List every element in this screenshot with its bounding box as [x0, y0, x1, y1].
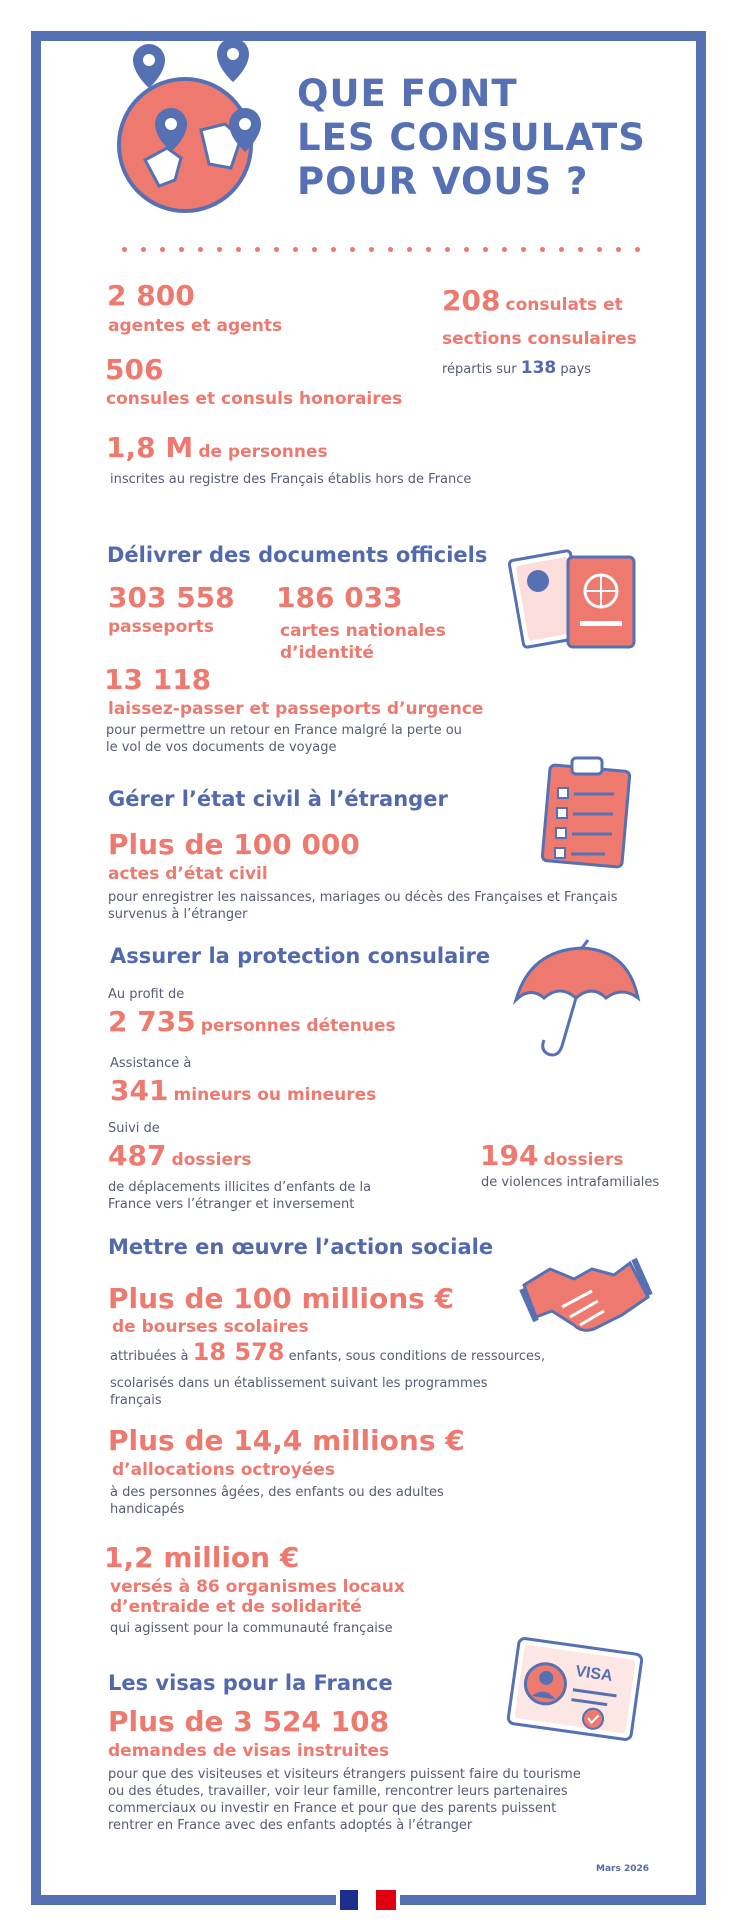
registered-desc: inscrites au registre des Français établis hors de France: [110, 472, 472, 487]
title-line-2: LES CONSULATS: [297, 116, 646, 159]
civil-status-desc-1: pour enregistrer les naissances, mariages ou décès des Françaises et Français: [108, 890, 618, 905]
title-line-3: POUR VOUS ?: [297, 160, 589, 203]
abduction-label: dossiers: [171, 1150, 252, 1170]
social-heading: Mettre en œuvre l’action sociale: [108, 1235, 494, 1259]
protection-heading: Assurer la protection consulaire: [110, 944, 491, 968]
minors-stat: [110, 1075, 376, 1107]
consulates-stat: [442, 285, 623, 317]
organisations-number: 1,2 million €: [104, 1541, 300, 1574]
marianne-flag-icon: [336, 1888, 400, 1912]
visas-label: demandes de visas instruites: [108, 1741, 390, 1761]
visas-desc-3: commerciaux ou investir en France et pour que des parents puissent: [108, 1801, 557, 1816]
visas-heading: Les visas pour la France: [108, 1671, 393, 1695]
countries-prefix: répartis sur: [442, 362, 517, 377]
civil-status-label: actes d’état civil: [108, 864, 268, 884]
registered-stat: [106, 432, 328, 464]
consulates-number: 208: [442, 284, 501, 317]
emergency-number: 13 118: [104, 663, 212, 696]
globe-pins-icon: [105, 50, 280, 215]
minors-prefix: Assistance à: [110, 1056, 192, 1071]
countries-number: 138: [520, 358, 557, 378]
agents-label: agentes et agents: [108, 316, 283, 336]
publication-date: Mars 2026: [596, 1864, 650, 1874]
allowances-label: d’allocations octroyées: [112, 1460, 335, 1480]
organisations-desc: qui agissent pour la communauté française: [110, 1621, 393, 1636]
violence-desc: de violences intrafamiliales: [481, 1175, 660, 1190]
scholarships-desc-3: français: [110, 1393, 162, 1408]
scholarships-prefix: attribuées à: [110, 1349, 189, 1364]
handshake-icon: [522, 1245, 650, 1337]
detained-prefix: Au profit de: [108, 987, 185, 1002]
emergency-desc-2: le vol de vos documents de voyage: [106, 740, 337, 755]
organisations-label-1: versés à 86 organismes locaux: [110, 1577, 405, 1597]
consuls-label: consules et consuls honoraires: [106, 389, 403, 409]
violence-number: 194: [480, 1139, 539, 1172]
scholarships-label: de bourses scolaires: [112, 1317, 309, 1337]
passport-icon: [508, 545, 643, 655]
abduction-stat: [108, 1140, 252, 1172]
emergency-label: laissez-passer et passeports d’urgence: [108, 699, 484, 719]
children-line: [110, 1338, 545, 1366]
abduction-number: 487: [108, 1139, 167, 1172]
abduction-desc-1: de déplacements illicites d’enfants de la: [108, 1180, 372, 1195]
files-prefix: Suivi de: [108, 1121, 160, 1136]
visas-desc-1: pour que des visiteuses et visiteurs étrangers puissent faire du tourisme: [108, 1767, 581, 1782]
civil-status-heading: Gérer l’état civil à l’étranger: [108, 787, 448, 811]
scholarships-desc-1: enfants, sous conditions de ressources,: [288, 1349, 545, 1364]
civil-status-desc-2: survenus à l’étranger: [108, 907, 248, 922]
dotted-divider: [115, 247, 647, 252]
minors-number: 341: [110, 1074, 169, 1107]
minors-label: mineurs ou mineures: [173, 1085, 377, 1105]
title-line-1: QUE FONT: [297, 72, 518, 115]
allowances-desc-1: à des personnes âgées, des enfants ou des adultes: [110, 1485, 444, 1500]
emergency-desc-1: pour permettre un retour en France malgré la perte ou: [106, 723, 462, 738]
documents-heading: Délivrer des documents officiels: [107, 543, 488, 567]
countries-suffix: pays: [560, 362, 592, 377]
visa-card-icon: [505, 1632, 645, 1747]
passports-number: 303 558: [108, 581, 235, 614]
consuls-number: 506: [105, 353, 164, 386]
abduction-desc-2: France vers l’étranger et inversement: [108, 1197, 355, 1212]
page-title: [297, 72, 646, 204]
organisations-label-2: d’entraide et de solidarité: [110, 1597, 362, 1617]
violence-label: dossiers: [543, 1150, 624, 1170]
scholarships-number: Plus de 100 millions €: [108, 1282, 455, 1315]
id-cards-number: 186 033: [276, 581, 403, 614]
scholarships-desc-2: scolarisés dans un établissement suivant les programmes: [110, 1376, 488, 1391]
clipboard-icon: [540, 754, 635, 869]
umbrella-icon: [510, 940, 645, 1065]
detained-number: 2 735: [108, 1005, 196, 1038]
passports-label: passeports: [108, 617, 214, 637]
id-cards-label-1: cartes nationales: [280, 621, 446, 641]
detained-label: personnes détenues: [200, 1016, 396, 1036]
visas-number: Plus de 3 524 108: [108, 1705, 390, 1738]
civil-status-number: Plus de 100 000: [108, 828, 360, 861]
allowances-number: Plus de 14,4 millions €: [108, 1424, 465, 1457]
id-cards-label-2: d’identité: [280, 643, 374, 663]
agents-number: 2 800: [107, 279, 195, 312]
registered-label: de personnes: [198, 442, 328, 462]
consulates-label-1: consulats et: [505, 295, 623, 315]
allowances-desc-2: handicapés: [110, 1502, 185, 1517]
consulates-label-2: sections consulaires: [442, 329, 637, 349]
violence-stat: [480, 1140, 624, 1172]
children-number: 18 578: [192, 1338, 285, 1366]
countries-line: [442, 360, 591, 378]
visas-desc-4: rentrer en France avec des enfants adoptés à l’étranger: [108, 1818, 473, 1833]
detained-stat: [108, 1006, 396, 1038]
visa-card-text: VISA: [574, 1662, 614, 1686]
registered-number: 1,8 M: [106, 431, 194, 464]
visas-desc-2: ou des études, travailler, voir leur famille, rencontrer leurs partenaires: [108, 1784, 568, 1799]
